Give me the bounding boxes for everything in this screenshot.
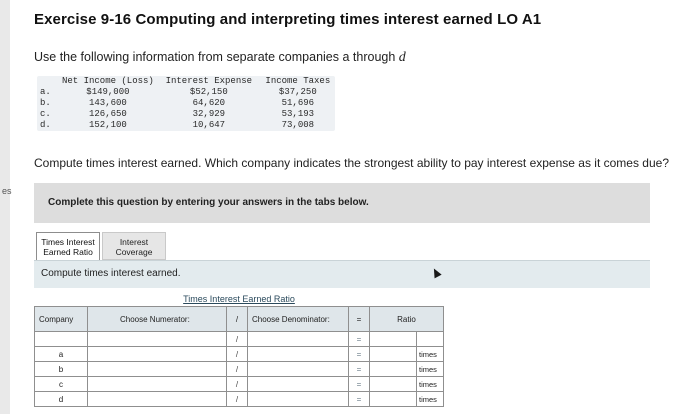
equals-sign: = bbox=[349, 377, 370, 392]
data-row-a bbox=[37, 87, 335, 98]
grid-row-c bbox=[35, 377, 444, 392]
numerator-input[interactable] bbox=[88, 377, 227, 392]
tab-times-interest-earned-ratio[interactable] bbox=[36, 232, 100, 260]
ratio-unit: times bbox=[417, 347, 444, 362]
ratio-unit bbox=[417, 332, 444, 347]
ratio-input[interactable] bbox=[370, 392, 417, 407]
numerator-input[interactable] bbox=[88, 347, 227, 362]
col-income-taxes: Income Taxes bbox=[265, 76, 331, 86]
tab-content-prompt: Compute times interest earned. bbox=[41, 268, 181, 279]
data-row-b bbox=[37, 98, 335, 109]
answer-grid bbox=[34, 291, 444, 407]
row-label: c. bbox=[40, 109, 51, 119]
header-denominator: Choose Denominator: bbox=[248, 307, 349, 332]
tab-label-line2: Coverage bbox=[115, 247, 153, 257]
header-company: Company bbox=[35, 307, 88, 332]
col-net-income: Net Income (Loss) bbox=[62, 76, 154, 86]
divide-sign: / bbox=[227, 332, 248, 347]
equals-sign: = bbox=[349, 332, 370, 347]
grid-caption: Times Interest Earned Ratio bbox=[183, 293, 295, 304]
header-numerator: Choose Numerator: bbox=[88, 307, 227, 332]
income-taxes-value: 73,008 bbox=[281, 120, 315, 130]
left-edge-strip bbox=[0, 0, 10, 414]
question-text: Compute times interest earned. Which company indicates the strongest ability to pay interest expense as it comes due? bbox=[34, 156, 669, 170]
ratio-unit: times bbox=[417, 362, 444, 377]
divide-sign: / bbox=[227, 377, 248, 392]
net-income-value: $149,000 bbox=[86, 87, 130, 97]
data-row-c bbox=[37, 109, 335, 120]
grid-header-row bbox=[35, 307, 444, 332]
denominator-input[interactable] bbox=[248, 347, 349, 362]
instruction-text: Complete this question by entering your answers in the tabs below. bbox=[48, 197, 369, 208]
company-cell: c bbox=[35, 377, 88, 392]
numerator-input[interactable] bbox=[88, 362, 227, 377]
ratio-unit: times bbox=[417, 377, 444, 392]
divide-sign: / bbox=[227, 362, 248, 377]
denominator-input[interactable] bbox=[248, 377, 349, 392]
ratio-input[interactable] bbox=[370, 362, 417, 377]
company-cell: b bbox=[35, 362, 88, 377]
grid-row-a bbox=[35, 347, 444, 362]
tab-label-line1: Interest bbox=[119, 237, 149, 247]
income-taxes-value: $37,250 bbox=[278, 87, 317, 97]
intro-text: Use the following information from separate companies a through d bbox=[34, 50, 406, 65]
company-cell: d bbox=[35, 392, 88, 407]
numerator-input[interactable] bbox=[88, 392, 227, 407]
grid-row-d bbox=[35, 392, 444, 407]
ratio-input[interactable] bbox=[370, 332, 417, 347]
row-label: d. bbox=[40, 120, 51, 130]
denominator-input[interactable] bbox=[248, 362, 349, 377]
net-income-value: 126,650 bbox=[89, 109, 127, 119]
equals-sign: = bbox=[349, 392, 370, 407]
grid-row-blank bbox=[35, 332, 444, 347]
header-equals: = bbox=[349, 307, 370, 332]
income-taxes-value: 51,696 bbox=[281, 98, 315, 108]
numerator-input[interactable] bbox=[88, 332, 227, 347]
equals-sign: = bbox=[349, 347, 370, 362]
col-interest-expense: Interest Expense bbox=[165, 76, 253, 86]
intro-letter: d bbox=[398, 50, 406, 65]
company-cell bbox=[35, 332, 88, 347]
header-divide: / bbox=[227, 307, 248, 332]
company-data-table bbox=[37, 76, 335, 131]
company-cell: a bbox=[35, 347, 88, 362]
equals-sign: = bbox=[349, 362, 370, 377]
interest-expense-value: 64,620 bbox=[192, 98, 226, 108]
divide-sign: / bbox=[227, 392, 248, 407]
data-table-header bbox=[37, 76, 335, 87]
tab-label-line1: Times Interest bbox=[41, 237, 95, 247]
divide-sign: / bbox=[227, 347, 248, 362]
interest-expense-value: $52,150 bbox=[189, 87, 228, 97]
net-income-value: 152,100 bbox=[89, 120, 127, 130]
denominator-input[interactable] bbox=[248, 392, 349, 407]
grid-row-b bbox=[35, 362, 444, 377]
left-edge-text: es bbox=[2, 186, 12, 196]
exercise-title: Exercise 9-16 Computing and interpreting times interest earned LO A1 bbox=[34, 11, 542, 28]
income-taxes-value: 53,193 bbox=[281, 109, 315, 119]
row-label: b. bbox=[40, 98, 51, 108]
interest-expense-value: 32,929 bbox=[192, 109, 226, 119]
tab-label-line2: Earned Ratio bbox=[43, 247, 93, 257]
data-row-d bbox=[37, 120, 335, 131]
ratio-input[interactable] bbox=[370, 347, 417, 362]
row-label: a. bbox=[40, 87, 51, 97]
ratio-unit: times bbox=[417, 392, 444, 407]
net-income-value: 143,600 bbox=[89, 98, 127, 108]
header-ratio: Ratio bbox=[370, 307, 444, 332]
tab-interest-coverage[interactable] bbox=[102, 232, 166, 260]
ratio-input[interactable] bbox=[370, 377, 417, 392]
interest-expense-value: 10,647 bbox=[192, 120, 226, 130]
denominator-input[interactable] bbox=[248, 332, 349, 347]
